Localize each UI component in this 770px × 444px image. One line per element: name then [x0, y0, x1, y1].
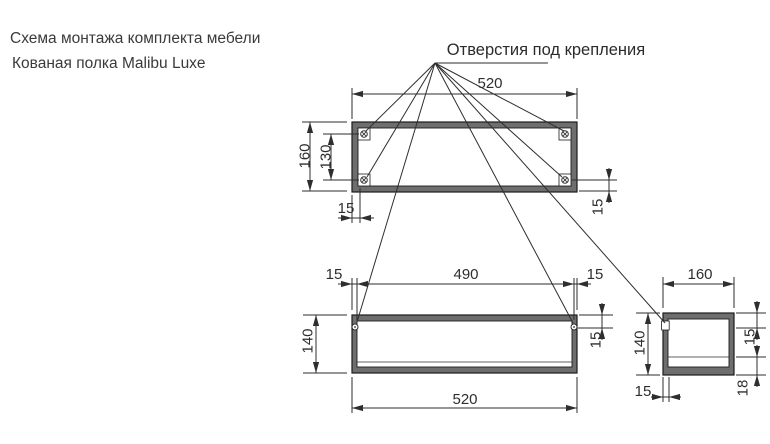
title-block — [10, 30, 260, 72]
title-line-1: Схема монтажа комплекта мебели — [10, 30, 261, 47]
dim-front-height: 140 — [299, 328, 317, 354]
front-shelf-view — [352, 315, 577, 373]
dim-side-height: 140 — [631, 330, 649, 356]
side-inner-area — [668, 319, 729, 367]
dim-top-hole-inset-bottom: 15 — [589, 198, 607, 216]
dim-top-height: 160 — [296, 143, 314, 169]
dim-side-hole-inset-side: 15 — [634, 383, 652, 400]
dim-top-hole-inset-left: 15 — [337, 200, 355, 217]
screw-hole-left — [352, 324, 358, 330]
holes-callout — [435, 41, 645, 63]
dim-front-hole-span: 490 — [453, 266, 479, 283]
callout-label: Отверстия под крепления — [446, 41, 646, 59]
title-line-2: Кованая полка Malibu Luxe — [12, 55, 206, 72]
dim-top-width: 520 — [477, 75, 503, 92]
top-shelf-view — [352, 122, 577, 192]
screw-hole-top-left — [358, 128, 370, 140]
dim-side-hole-inset-top: 15 — [741, 328, 759, 346]
dim-front-hole-inset-left: 15 — [325, 266, 343, 283]
front-shelf-inner-area — [357, 321, 572, 367]
side-view — [662, 313, 734, 375]
dim-front-hole-inset-right: 15 — [586, 266, 604, 283]
dim-front-hole-inset-top: 15 — [587, 331, 605, 349]
dim-front-width: 520 — [452, 391, 478, 408]
screw-hole-right — [571, 324, 577, 330]
dim-side-bottom-rail: 18 — [734, 379, 752, 397]
screw-hole-slot — [662, 321, 670, 330]
dim-side-width: 160 — [687, 266, 713, 283]
dim-top-hole-span: 130 — [317, 144, 335, 170]
